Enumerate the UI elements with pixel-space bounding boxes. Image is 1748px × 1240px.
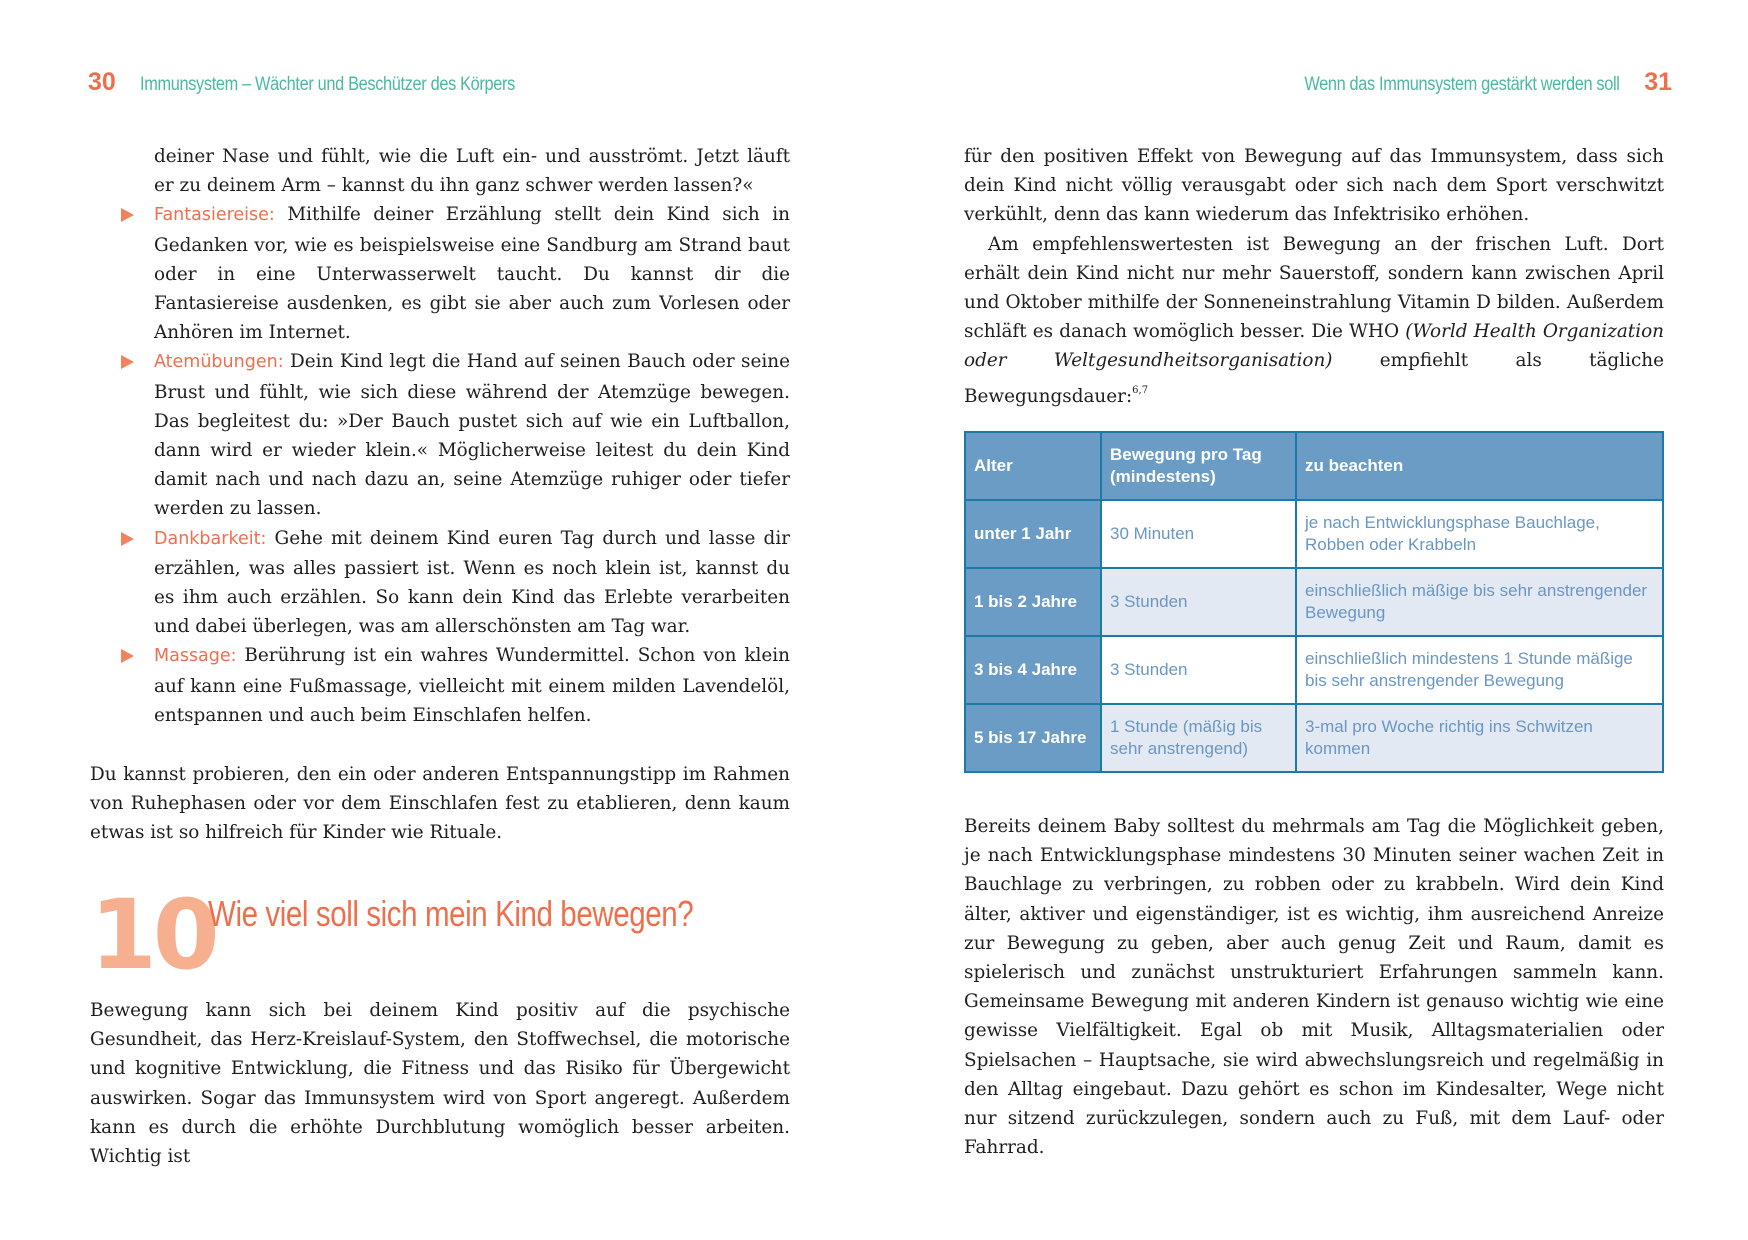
footnote-reference: 6,7 [1132,384,1149,396]
relaxation-tips-list [90,142,790,730]
list-item-term: Massage: [154,646,237,667]
cell-duration: 30 Minuten [1101,500,1296,568]
chapter-heading [90,879,810,995]
cell-duration: 1 Stunde (mäßig bis sehr anstrengend) [1101,704,1296,772]
running-title: Immunsystem – Wächter und Beschützer des Körpers [140,74,516,95]
triangle-bullet-icon [121,649,134,663]
list-item-text: Mithilfe deiner Erzählung stellt dein Kind sich in Gedanken vor, wie es beispielsweise eine Sandburg am Strand baut oder in eine Unterwasserwelt taucht. Du kannst dir die Fantasiereise ausdenken, es gibt sie aber auch zum Vorlesen oder Anhören im Internet. [154,204,790,344]
chapter-intro-paragraph: Bewegung kann sich bei deinem Kind positiv auf die psychische Gesundheit, das Herz-Kreislauf-System, den Stoffwechsel, die motorische und kognitive Entwicklung, die Fitness und das Risiko für Übergewicht auswirken. Sogar das Immunsystem wird von Sport angeregt. Außerdem kann es durch die erhöhte Durchblutung womöglich besser arbeiten. Wichtig ist [90,1000,790,1168]
paragraph-1: für den positiven Effekt von Bewegung auf das Immunsystem, dass sich dein Kind nicht völlig verausgabt oder sich nach dem Sport verschwitzt verkühlt, denn das kann wiederum das Infektrisiko erhöhen. [964,146,1664,226]
cell-age: 5 bis 17 Jahre [965,704,1101,772]
page-number: 30 [88,68,116,96]
cell-notes: einschließlich mäßige bis sehr anstrengender Bewegung [1296,568,1663,636]
column-header-duration: Bewegung pro Tag (mindestens) [1101,432,1296,500]
table-row [965,568,1663,636]
list-item-term: Fantasiereise: [154,205,275,226]
table-header-row [965,432,1663,500]
list-item [90,347,790,523]
list-item-term: Atemübungen: [154,352,284,373]
continued-text: deiner Nase und fühlt, wie die Luft ein- und ausströmt. Jetzt läuft er zu deinem Arm – kannst du ihn ganz schwer werden lassen?« [154,146,790,197]
chapter-number: 10 [90,879,216,991]
list-item-term: Dankbarkeit: [154,528,267,549]
table-row [965,500,1663,568]
page-number: 31 [1644,68,1672,96]
right-text-block [964,142,1664,411]
list-item-text: Gehe mit deinem Kind euren Tag durch und lasse dir erzählen, was alles passiert ist. Wenn es noch klein ist, kannst du es ihm auch erzählen. So kann dein Kind das Erlebte verarbeiten und dabei überlegen, was am allerschönsten am Tag war. [154,527,790,638]
list-item-text: Berührung ist ein wahres Wundermittel. Schon von klein auf kann eine Fußmassage, vielleicht mit einem milden Lavendelöl, entspannen und auch beim Einschlafen helfen. [154,645,790,726]
cell-notes: einschließlich mindestens 1 Stunde mäßige bis sehr anstrengender Bewegung [1296,636,1663,704]
right-page [874,0,1748,1240]
cell-duration: 3 Stunden [1101,568,1296,636]
running-title: Wenn das Immunsystem gestärkt werden soll [1304,74,1620,95]
cell-duration: 3 Stunden [1101,636,1296,704]
movement-table [964,431,1664,773]
list-item [90,524,790,642]
list-item-text: Dein Kind legt die Hand auf seinen Bauch oder seine Brust und fühlt, wie sich diese während der Atemzüge bewegen. Das begleitest du: »Der Bauch pustet sich auf wie ein Luftballon, dann wird er wieder klein.« Möglicherweise leitest du dein Kind damit nach und nach dazu an, seine Atemzüge ruhiger oder tiefer werden zu lassen. [154,351,790,520]
running-head-right [1253,68,1672,97]
paragraph-3: Bereits deinem Baby solltest du mehrmals am Tag die Möglichkeit geben, je nach Entwicklungsphase mindestens 30 Minuten seiner wachen Zeit in Bauchlage zu verbringen, zu robben oder zu krabbeln. Wird dein Kind älter, aktiver und eigenständiger, ist es wichtig, ihm ausreichend Anreize zur Bewegung zu geben, aber auch genug Zeit und Raum, damit es spielerisch und zunächst unstrukturiert Erfahrungen sammeln kann. Gemeinsame Bewegung mit anderen Kindern ist genauso wichtig wie eine gewisse Vielfältigkeit. Egal ob mit Musik, Alltagsmaterialien oder Spielsachen – Hauptsache, sie wird abwechslungsreich und regelmäßig in den Alltag eingebaut. Dazu gehört es schon im Kindesalter, Wege nicht nur sitzend zurückzulegen, sondern auch zu Fuß, mit dem Lauf- oder Fahrrad. [964,816,1664,1159]
list-item [90,641,790,730]
paragraph-2-end: empfiehlt als tägliche Bewegungsdauer: [964,350,1664,407]
closing-paragraph-block [90,760,790,848]
right-bottom-block [964,812,1664,1162]
chapter-intro-block [90,996,790,1171]
cell-notes: 3-mal pro Woche richtig ins Schwitzen kommen [1296,704,1663,772]
triangle-bullet-icon [121,355,134,369]
cell-age: unter 1 Jahr [965,500,1101,568]
table-row [965,704,1663,772]
triangle-bullet-icon [121,532,134,546]
running-head-left [88,68,576,97]
paragraph-2 [964,230,1664,411]
paragraph-2-text: Am empfehlenswertesten ist Bewegung an der frischen Luft. Dort erhält dein Kind nicht nur mehr Sauerstoff, sondern kann zwischen April und Oktober mithilfe der Sonneneinstrahlung Vitamin D bilden. Außerdem schläft es danach womöglich besser. Die WHO [964,233,1664,343]
column-header-age: Alter [965,432,1101,500]
list-item [90,200,790,347]
chapter-title: Wie viel soll sich mein Kind bewegen? [208,893,694,934]
cell-age: 3 bis 4 Jahre [965,636,1101,704]
cell-notes: je nach Entwicklungsphase Bauchlage, Robben oder Krabbeln [1296,500,1663,568]
closing-paragraph: Du kannst probieren, den ein oder anderen Entspannungstipp im Rahmen von Ruhephasen oder vor dem Einschlafen fest zu etablieren, denn kaum etwas ist so hilfreich für Kinder wie Rituale. [90,764,790,844]
cell-age: 1 bis 2 Jahre [965,568,1101,636]
table-row [965,636,1663,704]
who-expansion: (World Health Organization oder Weltgesundheitsorganisation) [964,321,1664,372]
column-header-notes: zu beachten [1296,432,1663,500]
triangle-bullet-icon [121,208,134,222]
